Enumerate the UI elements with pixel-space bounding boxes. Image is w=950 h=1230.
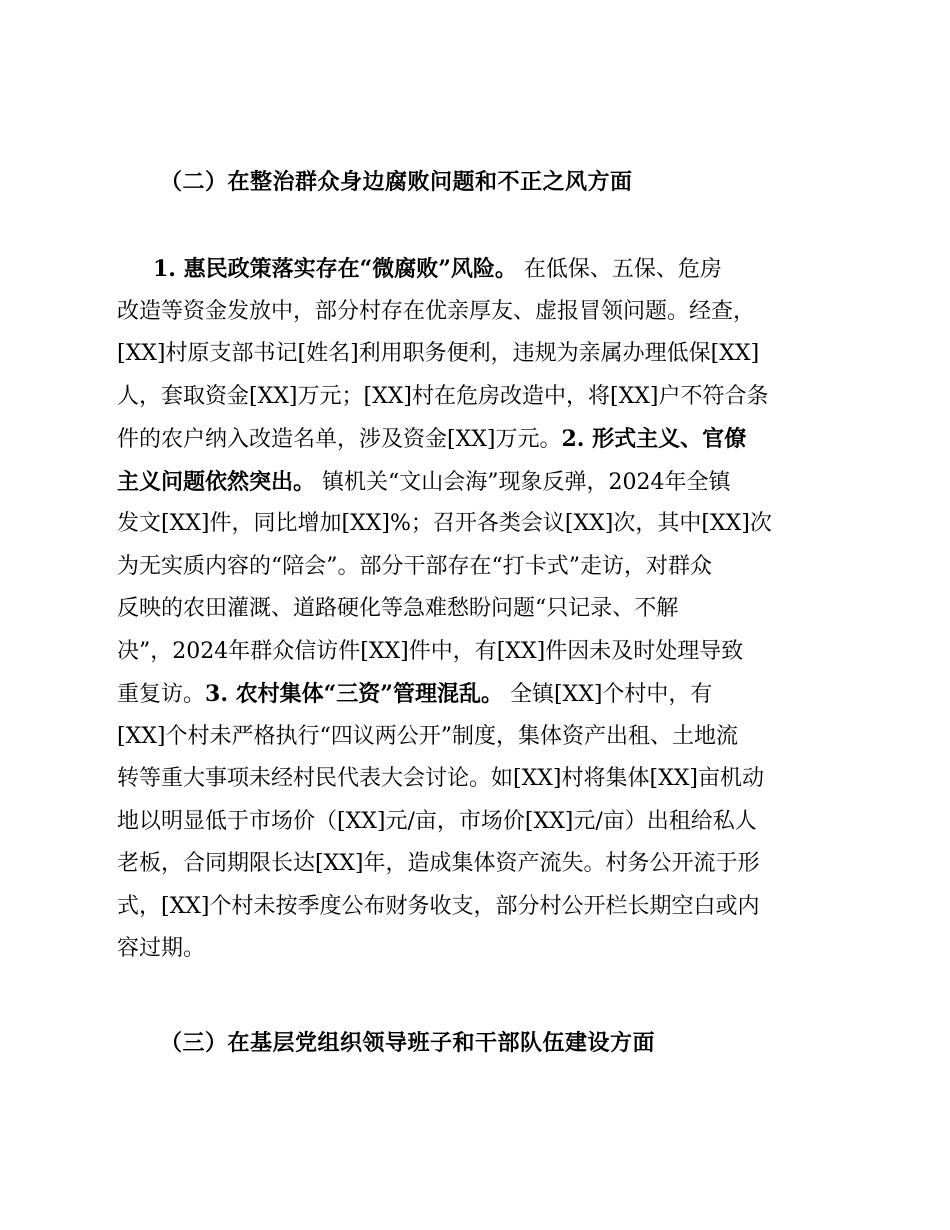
normal-run: [XX]村原支部书记[姓名]利用职务便利，违规为亲属办理低保[XX]	[117, 341, 760, 366]
text-line	[117, 376, 832, 419]
text-line	[117, 588, 832, 631]
bold-run: 1. 惠民政策落实存在“微腐败”风险。	[153, 256, 517, 282]
bold-run: 3. 农村集体“三资”管理混乱。	[205, 681, 503, 707]
text-line	[117, 631, 832, 674]
normal-run: [XX]个村未严格执行“四议两公开”制度，集体资产出租、土地流	[117, 723, 738, 749]
normal-run: 式，[XX]个村未按季度公布财务收支，部分村公开栏长期空白或内	[117, 893, 760, 919]
normal-run: 为无实质内容的“陪会”。部分干部存在“打卡式”走访，对群众	[117, 553, 712, 579]
normal-run: 改造等资金发放中，部分村存在优亲厚友、虚报冒领问题。经查，	[117, 298, 756, 324]
text-line	[117, 673, 832, 716]
normal-run: 决”，2024年群众信访件[XX]件中，有[XX]件因未及时处理导致	[117, 638, 744, 664]
text-line	[117, 886, 832, 929]
normal-run: 发文[XX]件，同比增加[XX]%；召开各类会议[XX]次，其中[XX]次	[117, 511, 772, 536]
normal-run: 件的农户纳入改造名单，涉及资金[XX]万元。	[117, 427, 562, 452]
text-line	[117, 758, 832, 801]
text-line	[117, 503, 832, 546]
normal-run: 重复访。	[117, 682, 206, 707]
normal-run: 地以明显低于市场价（[XX]元/亩，市场价[XX]元/亩）出租给私人	[117, 808, 757, 834]
text-line	[117, 418, 832, 461]
text-line	[117, 546, 832, 589]
bold-run: 主义问题依然突出。	[117, 468, 316, 495]
normal-run: 转等重大事项未经村民代表大会讨论。如[XX]村将集体[XX]亩机动	[117, 766, 764, 791]
normal-run: 容过期。	[117, 936, 206, 961]
section-heading-3: （三）在基层党组织领导班子和干部队伍建设方面	[160, 1030, 656, 1056]
text-line	[117, 801, 832, 844]
text-line	[117, 291, 832, 334]
normal-run: 人，套取资金[XX]万元；[XX]村在危房改造中，将[XX]户不符合条	[117, 383, 769, 409]
body-paragraph	[117, 248, 832, 971]
text-line	[117, 461, 832, 504]
text-line	[117, 928, 832, 971]
text-line	[117, 716, 832, 759]
section-heading-2: （二）在整治群众身边腐败问题和不正之风方面	[160, 169, 633, 195]
text-line	[117, 248, 832, 291]
text-line	[117, 843, 832, 886]
normal-run: 老板，合同期限长达[XX]年，造成集体资产流失。村务公开流于形	[117, 851, 760, 876]
normal-run: 反映的农田灌溉、道路硬化等急难愁盼问题“只记录、不解	[117, 596, 679, 621]
normal-run: 镇机关“文山会海”现象反弹，2024年全镇	[315, 469, 731, 495]
normal-run: 全镇[XX]个村中，有	[502, 682, 713, 707]
bold-run: 2. 形式主义、官僚	[561, 426, 747, 452]
text-line	[117, 333, 832, 376]
normal-run: 在低保、五保、危房	[516, 257, 722, 282]
